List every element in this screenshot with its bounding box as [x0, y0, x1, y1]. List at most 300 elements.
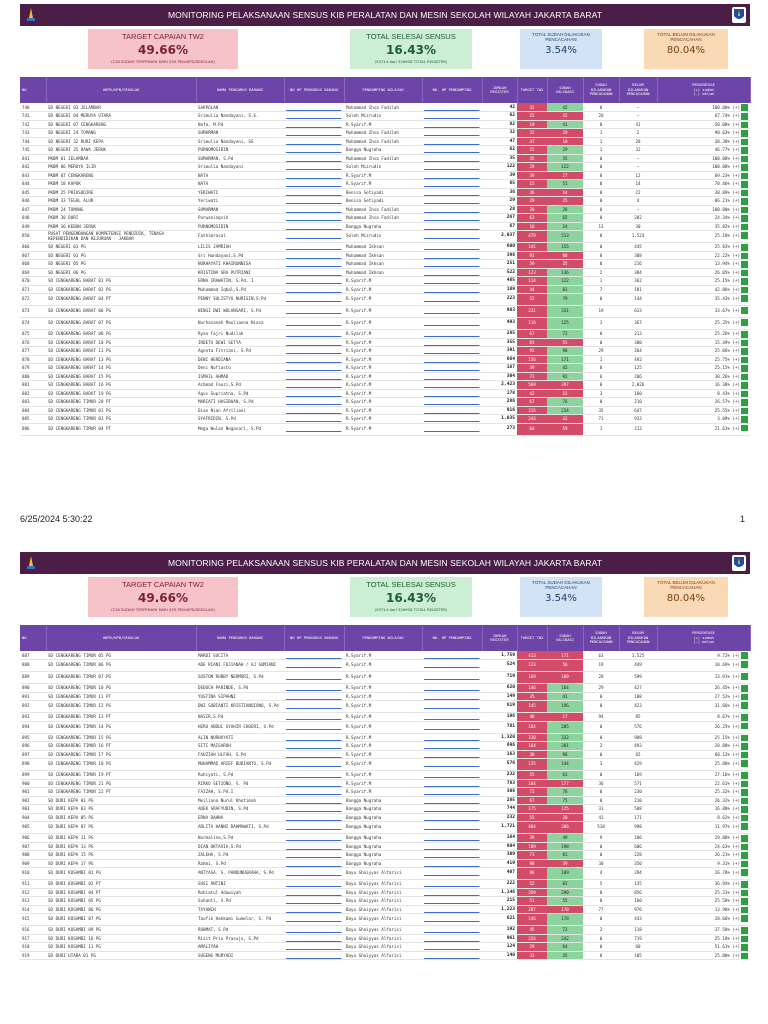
table-row[interactable]: [20, 154, 750, 163]
cell-hp-pengurus-link[interactable]: [284, 750, 344, 759]
table-row[interactable]: [20, 389, 750, 398]
cell-hp-pengurus-link[interactable]: [284, 943, 344, 952]
table-row[interactable]: [20, 926, 750, 935]
cell-hp-pendamping-link[interactable]: [422, 243, 482, 252]
table-row[interactable]: [20, 347, 750, 356]
cell-hp-pendamping-link[interactable]: [422, 355, 482, 364]
table-row[interactable]: [20, 788, 750, 797]
cell-no: 868: [20, 260, 46, 269]
cell-hp-pengurus-link[interactable]: [284, 771, 344, 780]
table-row[interactable]: [20, 205, 750, 214]
cell-hp-pendamping-link[interactable]: [422, 672, 482, 684]
table-row[interactable]: [20, 137, 750, 146]
cell-hp-pendamping-link[interactable]: [422, 813, 482, 822]
table-row[interactable]: [20, 188, 750, 197]
cell-belum-dilakukan: 571: [619, 779, 657, 788]
cell-pendamping: R.Syarif.M: [344, 171, 422, 180]
cell-hp-pendamping-link[interactable]: [422, 851, 482, 860]
cell-hp-pengurus-link[interactable]: [284, 834, 344, 843]
table-row[interactable]: [20, 214, 750, 223]
col-header-pendamping[interactable]: PENDAMPING WILAYAH: [344, 77, 422, 103]
cell-jumlah-register: 39: [482, 171, 517, 180]
table-row[interactable]: [20, 318, 750, 330]
col-header-ukpd[interactable]: UKPD/UPB/SEKOLAH: [46, 625, 196, 651]
table-row[interactable]: [20, 822, 750, 834]
cell-hp-pengurus-link[interactable]: [284, 146, 344, 155]
table-row[interactable]: [20, 888, 750, 897]
cell-hp-pengurus-link[interactable]: [284, 926, 344, 935]
cell-pengurus: NURHAYATI KHAIRUNNISA: [196, 260, 284, 269]
cell-hp-pendamping-link[interactable]: [422, 338, 482, 347]
cell-hp-pendamping-link[interactable]: [422, 137, 482, 146]
cell-hp-pendamping-link[interactable]: [422, 180, 482, 189]
table-row[interactable]: [20, 750, 750, 759]
cell-hp-pendamping-link[interactable]: [422, 188, 482, 197]
progress-bar-icon: [741, 760, 748, 767]
table-row[interactable]: [20, 905, 750, 914]
col-header-jumlah[interactable]: JUMLAH REGISTER: [482, 77, 517, 103]
cell-hp-pengurus-link[interactable]: [284, 406, 344, 415]
cell-hp-pendamping-link[interactable]: [422, 330, 482, 339]
cell-no: 880: [20, 372, 46, 381]
cell-hp-pengurus-link[interactable]: [284, 251, 344, 260]
cell-target-tw2: 15: [517, 112, 547, 121]
table-row[interactable]: [20, 231, 750, 243]
cell-hp-pengurus-link[interactable]: [284, 888, 344, 897]
cell-hp-pendamping-link[interactable]: [422, 415, 482, 424]
table-row[interactable]: [20, 813, 750, 822]
table-row[interactable]: [20, 268, 750, 277]
cell-hp-pengurus-link[interactable]: [284, 779, 344, 788]
table-row[interactable]: [20, 684, 750, 693]
cell-persentase: [657, 926, 750, 935]
table-row[interactable]: [20, 842, 750, 851]
table-row[interactable]: [20, 759, 750, 771]
cell-target-tw2: 146: [517, 684, 547, 693]
cell-ukpd: SD DURI KEPA 17 PG: [46, 859, 196, 868]
cell-hp-pengurus-link[interactable]: [284, 243, 344, 252]
cell-jumlah-register: 1,146: [482, 888, 517, 897]
col-header-ukpd[interactable]: UKPD/UPB/SEKOLAH: [46, 77, 196, 103]
cell-hp-pendamping-link[interactable]: [422, 146, 482, 155]
cell-hp-pendamping-link[interactable]: [422, 364, 482, 373]
cell-hp-pendamping-link[interactable]: [422, 822, 482, 834]
cell-hp-pendamping-link[interactable]: [422, 381, 482, 390]
cell-hp-pendamping-link[interactable]: [422, 205, 482, 214]
table-row[interactable]: [20, 733, 750, 742]
cell-hp-pendamping-link[interactable]: [422, 859, 482, 868]
cell-hp-pengurus-link[interactable]: [284, 868, 344, 880]
cell-hp-pengurus-link[interactable]: [284, 742, 344, 751]
cell-hp-pendamping-link[interactable]: [422, 389, 482, 398]
cell-jumlah-register: 781: [482, 721, 517, 733]
cell-no: 877: [20, 347, 46, 356]
col-header-validasi[interactable]: SUDAH VALIDASI: [547, 625, 583, 651]
kpi-belum-pencacahan: [644, 577, 728, 617]
col-header-pengurus[interactable]: NAMA PENGURUS BARANG: [196, 625, 284, 651]
table-row[interactable]: [20, 672, 750, 684]
cell-hp-pengurus-link[interactable]: [284, 214, 344, 223]
persentase-value: 60.12% (+): [714, 751, 740, 757]
col-header-hp-pengurus[interactable]: NO HP PENGURUS BARANG: [284, 625, 344, 651]
cell-hp-pengurus-link[interactable]: [284, 163, 344, 172]
cell-hp-pengurus-link[interactable]: [284, 842, 344, 851]
cell-hp-pengurus-link[interactable]: [284, 389, 344, 398]
cell-hp-pendamping-link[interactable]: [422, 660, 482, 672]
table-row[interactable]: [20, 859, 750, 868]
cell-hp-pengurus-link[interactable]: [284, 154, 344, 163]
cell-hp-pendamping-link[interactable]: [422, 154, 482, 163]
cell-hp-pengurus-link[interactable]: [284, 880, 344, 889]
cell-hp-pengurus-link[interactable]: [284, 197, 344, 206]
col-header-dilakukan[interactable]: SUDAH DILAKUKAN PENCACAHAN: [583, 77, 619, 103]
cell-hp-pendamping-link[interactable]: [422, 684, 482, 693]
cell-hp-pendamping-link[interactable]: [422, 733, 482, 742]
cell-hp-pengurus-link[interactable]: [284, 733, 344, 742]
table-row[interactable]: [20, 372, 750, 381]
progress-bar-icon: [741, 944, 748, 951]
cell-belum-dilakukan: 105: [619, 951, 657, 960]
cell-hp-pengurus-link[interactable]: [284, 180, 344, 189]
progress-bar-icon: [741, 714, 748, 721]
cell-sudah-validasi: 39: [547, 859, 583, 868]
table-row[interactable]: [20, 285, 750, 294]
cell-hp-pengurus-link[interactable]: [284, 660, 344, 672]
cell-belum-dilakukan: 423: [619, 701, 657, 713]
persentase-value: 29.88% (+): [714, 835, 740, 841]
cell-sudah-dilakukan: 3: [583, 389, 619, 398]
cell-hp-pendamping-link[interactable]: [422, 951, 482, 960]
table-row[interactable]: [20, 103, 750, 112]
cell-hp-pengurus-link[interactable]: [284, 759, 344, 771]
cell-hp-pendamping-link[interactable]: [422, 842, 482, 851]
cell-jumlah-register: 2,423: [482, 381, 517, 390]
cell-hp-pendamping-link[interactable]: [422, 888, 482, 897]
cell-hp-pendamping-link[interactable]: [422, 788, 482, 797]
cell-hp-pengurus-link[interactable]: [284, 859, 344, 868]
cell-hp-pengurus-link[interactable]: [284, 318, 344, 330]
cell-jumlah-register: 485: [482, 277, 517, 286]
col-header-belum[interactable]: BELUM DILAKUKAN PENCACAHAN: [619, 77, 657, 103]
cell-hp-pengurus-link[interactable]: [284, 330, 344, 339]
cell-ukpd: PKBM 07 CENGKARENG: [46, 171, 196, 180]
cell-sudah-dilakukan: 0: [583, 788, 619, 797]
col-header-hp-pengurus[interactable]: NO HP PENGURUS BARANG: [284, 77, 344, 103]
table-row[interactable]: [20, 934, 750, 943]
report-title: MONITORING PELAKSANAAN SENSUS KIB PERALATAN DAN MESIN SEKOLAH WILAYAH JAKARTA BARAT: [167, 10, 603, 20]
cell-hp-pengurus-link[interactable]: [284, 188, 344, 197]
cell-hp-pengurus-link[interactable]: [284, 713, 344, 722]
cell-target-tw2: 146: [517, 914, 547, 926]
cell-hp-pendamping-link[interactable]: [422, 251, 482, 260]
cell-jumlah-register: 124: [482, 943, 517, 952]
col-header-target[interactable]: TARGET TW2: [517, 77, 547, 103]
cell-hp-pengurus-link[interactable]: [284, 905, 344, 914]
table-row[interactable]: [20, 197, 750, 206]
table-row[interactable]: [20, 701, 750, 713]
cell-target-tw2: 92: [517, 347, 547, 356]
col-header-pendamping[interactable]: PENDAMPING WILAYAH: [344, 625, 422, 651]
cell-hp-pendamping-link[interactable]: [422, 103, 482, 112]
table-row[interactable]: [20, 914, 750, 926]
cell-hp-pengurus-link[interactable]: [284, 684, 344, 693]
table-row[interactable]: [20, 338, 750, 347]
table-row[interactable]: [20, 120, 750, 129]
cell-ukpd: SD CENGKARENG BARAT 01 PG: [46, 277, 196, 286]
table-row[interactable]: [20, 330, 750, 339]
cell-hp-pendamping-link[interactable]: [422, 868, 482, 880]
cell-hp-pendamping-link[interactable]: [422, 742, 482, 751]
kpi-total-selesai: [350, 29, 472, 69]
cell-hp-pengurus-link[interactable]: [284, 364, 344, 373]
table-row[interactable]: [20, 171, 750, 180]
cell-hp-pengurus-link[interactable]: [284, 721, 344, 733]
col-header-no[interactable]: NO: [20, 77, 46, 103]
cell-pengurus: SITI MAISAROH: [196, 742, 284, 751]
cell-hp-pendamping-link[interactable]: [422, 897, 482, 906]
cell-hp-pendamping-link[interactable]: [422, 268, 482, 277]
table-row[interactable]: [20, 742, 750, 751]
table-row[interactable]: [20, 415, 750, 424]
cell-hp-pengurus-link[interactable]: [284, 347, 344, 356]
table-row[interactable]: [20, 146, 750, 155]
col-header-pengurus[interactable]: NAMA PENGURUS BARANG: [196, 77, 284, 103]
cell-belum-dilakukan: 41: [619, 120, 657, 129]
table-row[interactable]: [20, 406, 750, 415]
cell-hp-pendamping-link[interactable]: [422, 914, 482, 926]
cell-hp-pengurus-link[interactable]: [284, 651, 344, 660]
cell-hp-pengurus-link[interactable]: [284, 822, 344, 834]
cell-hp-pengurus-link[interactable]: [284, 398, 344, 407]
col-header-persentase[interactable]: [657, 77, 750, 103]
table-row[interactable]: [20, 771, 750, 780]
table-row[interactable]: [20, 222, 750, 231]
progress-bar-icon: [741, 425, 748, 432]
cell-hp-pengurus-link[interactable]: [284, 951, 344, 960]
table-row[interactable]: [20, 943, 750, 952]
cell-hp-pengurus-link[interactable]: [284, 205, 344, 214]
col-header-persentase[interactable]: [657, 625, 750, 651]
cell-belum-dilakukan: 2: [619, 129, 657, 138]
table-row[interactable]: [20, 294, 750, 306]
table-row[interactable]: [20, 112, 750, 121]
cell-hp-pendamping-link[interactable]: [422, 651, 482, 660]
cell-jumlah-register: 273: [482, 423, 517, 435]
col-header-hp-pendamping[interactable]: NO. HP PENDAMPING: [422, 625, 482, 651]
cell-hp-pengurus-link[interactable]: [284, 103, 344, 112]
cell-hp-pendamping-link[interactable]: [422, 943, 482, 952]
cell-hp-pendamping-link[interactable]: [422, 294, 482, 306]
cell-hp-pengurus-link[interactable]: [284, 672, 344, 684]
cell-hp-pengurus-link[interactable]: [284, 813, 344, 822]
table-row[interactable]: [20, 277, 750, 286]
cell-hp-pendamping-link[interactable]: [422, 112, 482, 121]
cell-hp-pendamping-link[interactable]: [422, 347, 482, 356]
table-row[interactable]: [20, 805, 750, 814]
cell-hp-pendamping-link[interactable]: [422, 222, 482, 231]
table-row[interactable]: [20, 868, 750, 880]
cell-sudah-validasi: 332: [547, 733, 583, 742]
col-header-jumlah[interactable]: JUMLAH REGISTER: [482, 625, 517, 651]
table-row[interactable]: [20, 834, 750, 843]
cell-hp-pengurus-link[interactable]: [284, 285, 344, 294]
cell-hp-pengurus-link[interactable]: [284, 294, 344, 306]
cell-hp-pendamping-link[interactable]: [422, 796, 482, 805]
table-row[interactable]: [20, 796, 750, 805]
cell-hp-pendamping-link[interactable]: [422, 692, 482, 701]
col-header-target[interactable]: TARGET TW2: [517, 625, 547, 651]
table-row[interactable]: [20, 243, 750, 252]
cell-hp-pendamping-link[interactable]: [422, 750, 482, 759]
cell-hp-pendamping-link[interactable]: [422, 285, 482, 294]
cell-hp-pendamping-link[interactable]: [422, 771, 482, 780]
cell-hp-pengurus-link[interactable]: [284, 897, 344, 906]
table-row[interactable]: [20, 423, 750, 435]
cell-hp-pendamping-link[interactable]: [422, 197, 482, 206]
cell-hp-pengurus-link[interactable]: [284, 914, 344, 926]
cell-hp-pendamping-link[interactable]: [422, 713, 482, 722]
cell-hp-pengurus-link[interactable]: [284, 112, 344, 121]
cell-hp-pengurus-link[interactable]: [284, 129, 344, 138]
table-row[interactable]: [20, 779, 750, 788]
table-row[interactable]: [20, 129, 750, 138]
table-row[interactable]: [20, 951, 750, 960]
cell-persentase: [657, 868, 750, 880]
col-header-dilakukan[interactable]: SUDAH DILAKUKAN PENCACAHAN: [583, 625, 619, 651]
cell-hp-pendamping-link[interactable]: [422, 423, 482, 435]
cell-ukpd: PKBM 24 TOMANG: [46, 205, 196, 214]
cell-hp-pendamping-link[interactable]: [422, 934, 482, 943]
cell-hp-pendamping-link[interactable]: [422, 721, 482, 733]
table-row[interactable]: [20, 880, 750, 889]
cell-pengurus: NATA: [196, 171, 284, 180]
cell-hp-pengurus-link[interactable]: [284, 692, 344, 701]
cell-hp-pengurus-link[interactable]: [284, 788, 344, 797]
col-header-validasi[interactable]: SUDAH VALIDASI: [547, 77, 583, 103]
persentase-value: 22.22% (+): [714, 252, 740, 258]
table-row[interactable]: [20, 721, 750, 733]
cell-belum-dilakukan: 362: [619, 277, 657, 286]
cell-hp-pendamping-link[interactable]: [422, 129, 482, 138]
cell-hp-pendamping-link[interactable]: [422, 759, 482, 771]
cell-hp-pendamping-link[interactable]: [422, 231, 482, 243]
progress-bar-icon: [741, 685, 748, 692]
dki-crest-logo-icon: [732, 555, 746, 571]
cell-pengurus: Rahmi, S.Pd: [196, 859, 284, 868]
cell-hp-pengurus-link[interactable]: [284, 120, 344, 129]
cell-belum-dilakukan: 294: [619, 868, 657, 880]
table-row[interactable]: [20, 180, 750, 189]
cell-hp-pendamping-link[interactable]: [422, 171, 482, 180]
persentase-value: 8.43% (+): [717, 390, 740, 396]
cell-belum-dilakukan: 28: [619, 137, 657, 146]
cell-hp-pengurus-link[interactable]: [284, 231, 344, 243]
cell-jumlah-register: 522: [482, 268, 517, 277]
table-row[interactable]: [20, 692, 750, 701]
cell-hp-pendamping-link[interactable]: [422, 701, 482, 713]
cell-hp-pendamping-link[interactable]: [422, 214, 482, 223]
cell-hp-pendamping-link[interactable]: [422, 306, 482, 318]
cell-hp-pengurus-link[interactable]: [284, 851, 344, 860]
cell-hp-pengurus-link[interactable]: [284, 268, 344, 277]
cell-sudah-dilakukan: 0: [583, 180, 619, 189]
table-row[interactable]: [20, 713, 750, 722]
progress-bar-icon: [741, 781, 748, 788]
cell-hp-pengurus-link[interactable]: [284, 701, 344, 713]
cell-hp-pendamping-link[interactable]: [422, 905, 482, 914]
progress-bar-icon: [741, 244, 748, 251]
cell-hp-pengurus-link[interactable]: [284, 805, 344, 814]
cell-hp-pendamping-link[interactable]: [422, 779, 482, 788]
cell-sudah-validasi: 198: [547, 842, 583, 851]
cell-sudah-validasi: 29: [547, 129, 583, 138]
cell-hp-pengurus-link[interactable]: [284, 423, 344, 435]
col-header-no[interactable]: NO: [20, 625, 46, 651]
table-row[interactable]: [20, 897, 750, 906]
cell-hp-pengurus-link[interactable]: [284, 137, 344, 146]
cell-hp-pendamping-link[interactable]: [422, 880, 482, 889]
cell-jumlah-register: 140: [482, 951, 517, 960]
table-row[interactable]: [20, 260, 750, 269]
cell-hp-pengurus-link[interactable]: [284, 415, 344, 424]
cell-hp-pengurus-link[interactable]: [284, 796, 344, 805]
cell-hp-pengurus-link[interactable]: [284, 381, 344, 390]
progress-bar-icon: [741, 661, 748, 668]
cell-hp-pendamping-link[interactable]: [422, 260, 482, 269]
cell-hp-pendamping-link[interactable]: [422, 318, 482, 330]
cell-hp-pengurus-link[interactable]: [284, 306, 344, 318]
table-row[interactable]: [20, 398, 750, 407]
table-row[interactable]: [20, 251, 750, 260]
table-row[interactable]: [20, 851, 750, 860]
cell-hp-pendamping-link[interactable]: [422, 406, 482, 415]
cell-hp-pengurus-link[interactable]: [284, 222, 344, 231]
persentase-value: 26.78% (+): [714, 870, 740, 876]
table-row[interactable]: [20, 660, 750, 672]
cell-hp-pengurus-link[interactable]: [284, 277, 344, 286]
cell-hp-pengurus-link[interactable]: [284, 338, 344, 347]
cell-hp-pengurus-link[interactable]: [284, 372, 344, 381]
cell-hp-pendamping-link[interactable]: [422, 120, 482, 129]
table-row[interactable]: [20, 163, 750, 172]
cell-hp-pengurus-link[interactable]: [284, 171, 344, 180]
table-row[interactable]: [20, 306, 750, 318]
cell-hp-pendamping-link[interactable]: [422, 926, 482, 935]
table-row[interactable]: [20, 651, 750, 660]
cell-hp-pendamping-link[interactable]: [422, 398, 482, 407]
persentase-value: 21.61% (+): [714, 425, 740, 431]
table-row[interactable]: [20, 355, 750, 364]
cell-persentase: [657, 243, 750, 252]
cell-hp-pendamping-link[interactable]: [422, 372, 482, 381]
table-row[interactable]: [20, 364, 750, 373]
cell-no: 871: [20, 285, 46, 294]
table-row[interactable]: [20, 381, 750, 390]
col-header-hp-pendamping[interactable]: NO. HP PENDAMPING: [422, 77, 482, 103]
cell-hp-pengurus-link[interactable]: [284, 934, 344, 943]
cell-hp-pendamping-link[interactable]: [422, 163, 482, 172]
cell-hp-pendamping-link[interactable]: [422, 834, 482, 843]
cell-no: 744: [20, 137, 46, 146]
progress-bar-icon: [741, 823, 748, 830]
cell-hp-pengurus-link[interactable]: [284, 260, 344, 269]
cell-hp-pengurus-link[interactable]: [284, 355, 344, 364]
cell-hp-pendamping-link[interactable]: [422, 277, 482, 286]
cell-ukpd: SD NEGERI 05 PG: [46, 260, 196, 269]
col-header-belum[interactable]: BELUM DILAKUKAN PENCACAHAN: [619, 625, 657, 651]
cell-belum-dilakukan: 1,525: [619, 651, 657, 660]
cell-hp-pendamping-link[interactable]: [422, 805, 482, 814]
